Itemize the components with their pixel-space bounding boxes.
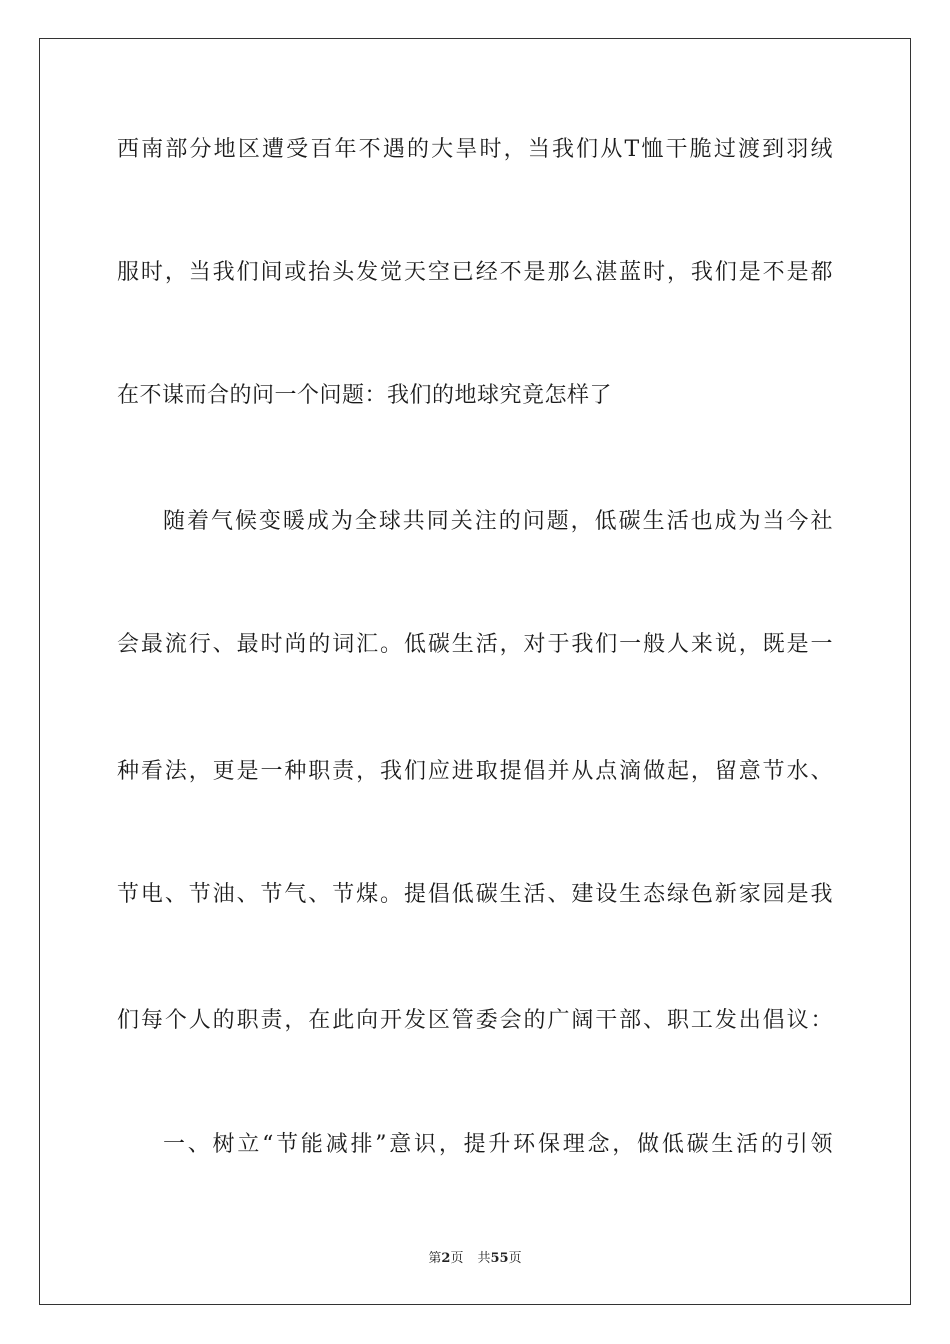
total-suffix: 页 [508,1251,522,1266]
body-text-line-3: 在不谋而合的问一个问题：我们的地球究竟怎样了 [117,383,613,408]
paragraph-2-line-3: 种看法，更是一种职责，我们应进取提倡并从点滴做起，留意节水、 [117,759,833,784]
total-pages: 55 [490,1251,509,1266]
page-suffix: 页 [450,1251,464,1266]
page-number: 2 [441,1251,451,1266]
paragraph-2-line-5: 们每个人的职责，在此向开发区管委会的广阔干部、职工发出倡议： [117,1008,833,1033]
page-prefix: 第 [428,1251,442,1266]
section-heading-line: 一、树立“节能减排”意识，提升环保理念，做低碳生活的引领 [163,1132,833,1157]
paragraph-2-line-2: 会最流行、最时尚的词汇。低碳生活，对于我们一般人来说，既是一 [117,632,833,657]
paragraph-2-line-1: 随着气候变暖成为全球共同关注的问题，低碳生活也成为当今社 [163,509,833,534]
paragraph-2-line-4: 节电、节油、节气、节煤。提倡低碳生活、建设生态绿色新家园是我 [117,882,833,907]
page-footer [0,1247,950,1266]
page-border [39,38,911,1305]
body-text-line-2: 服时，当我们间或抬头发觉天空已经不是那么湛蓝时，我们是不是都 [117,260,833,285]
body-text-line-1: 西南部分地区遭受百年不遇的大旱时，当我们从T恤干脆过渡到羽绒 [117,137,833,162]
total-prefix: 共 [477,1251,491,1266]
